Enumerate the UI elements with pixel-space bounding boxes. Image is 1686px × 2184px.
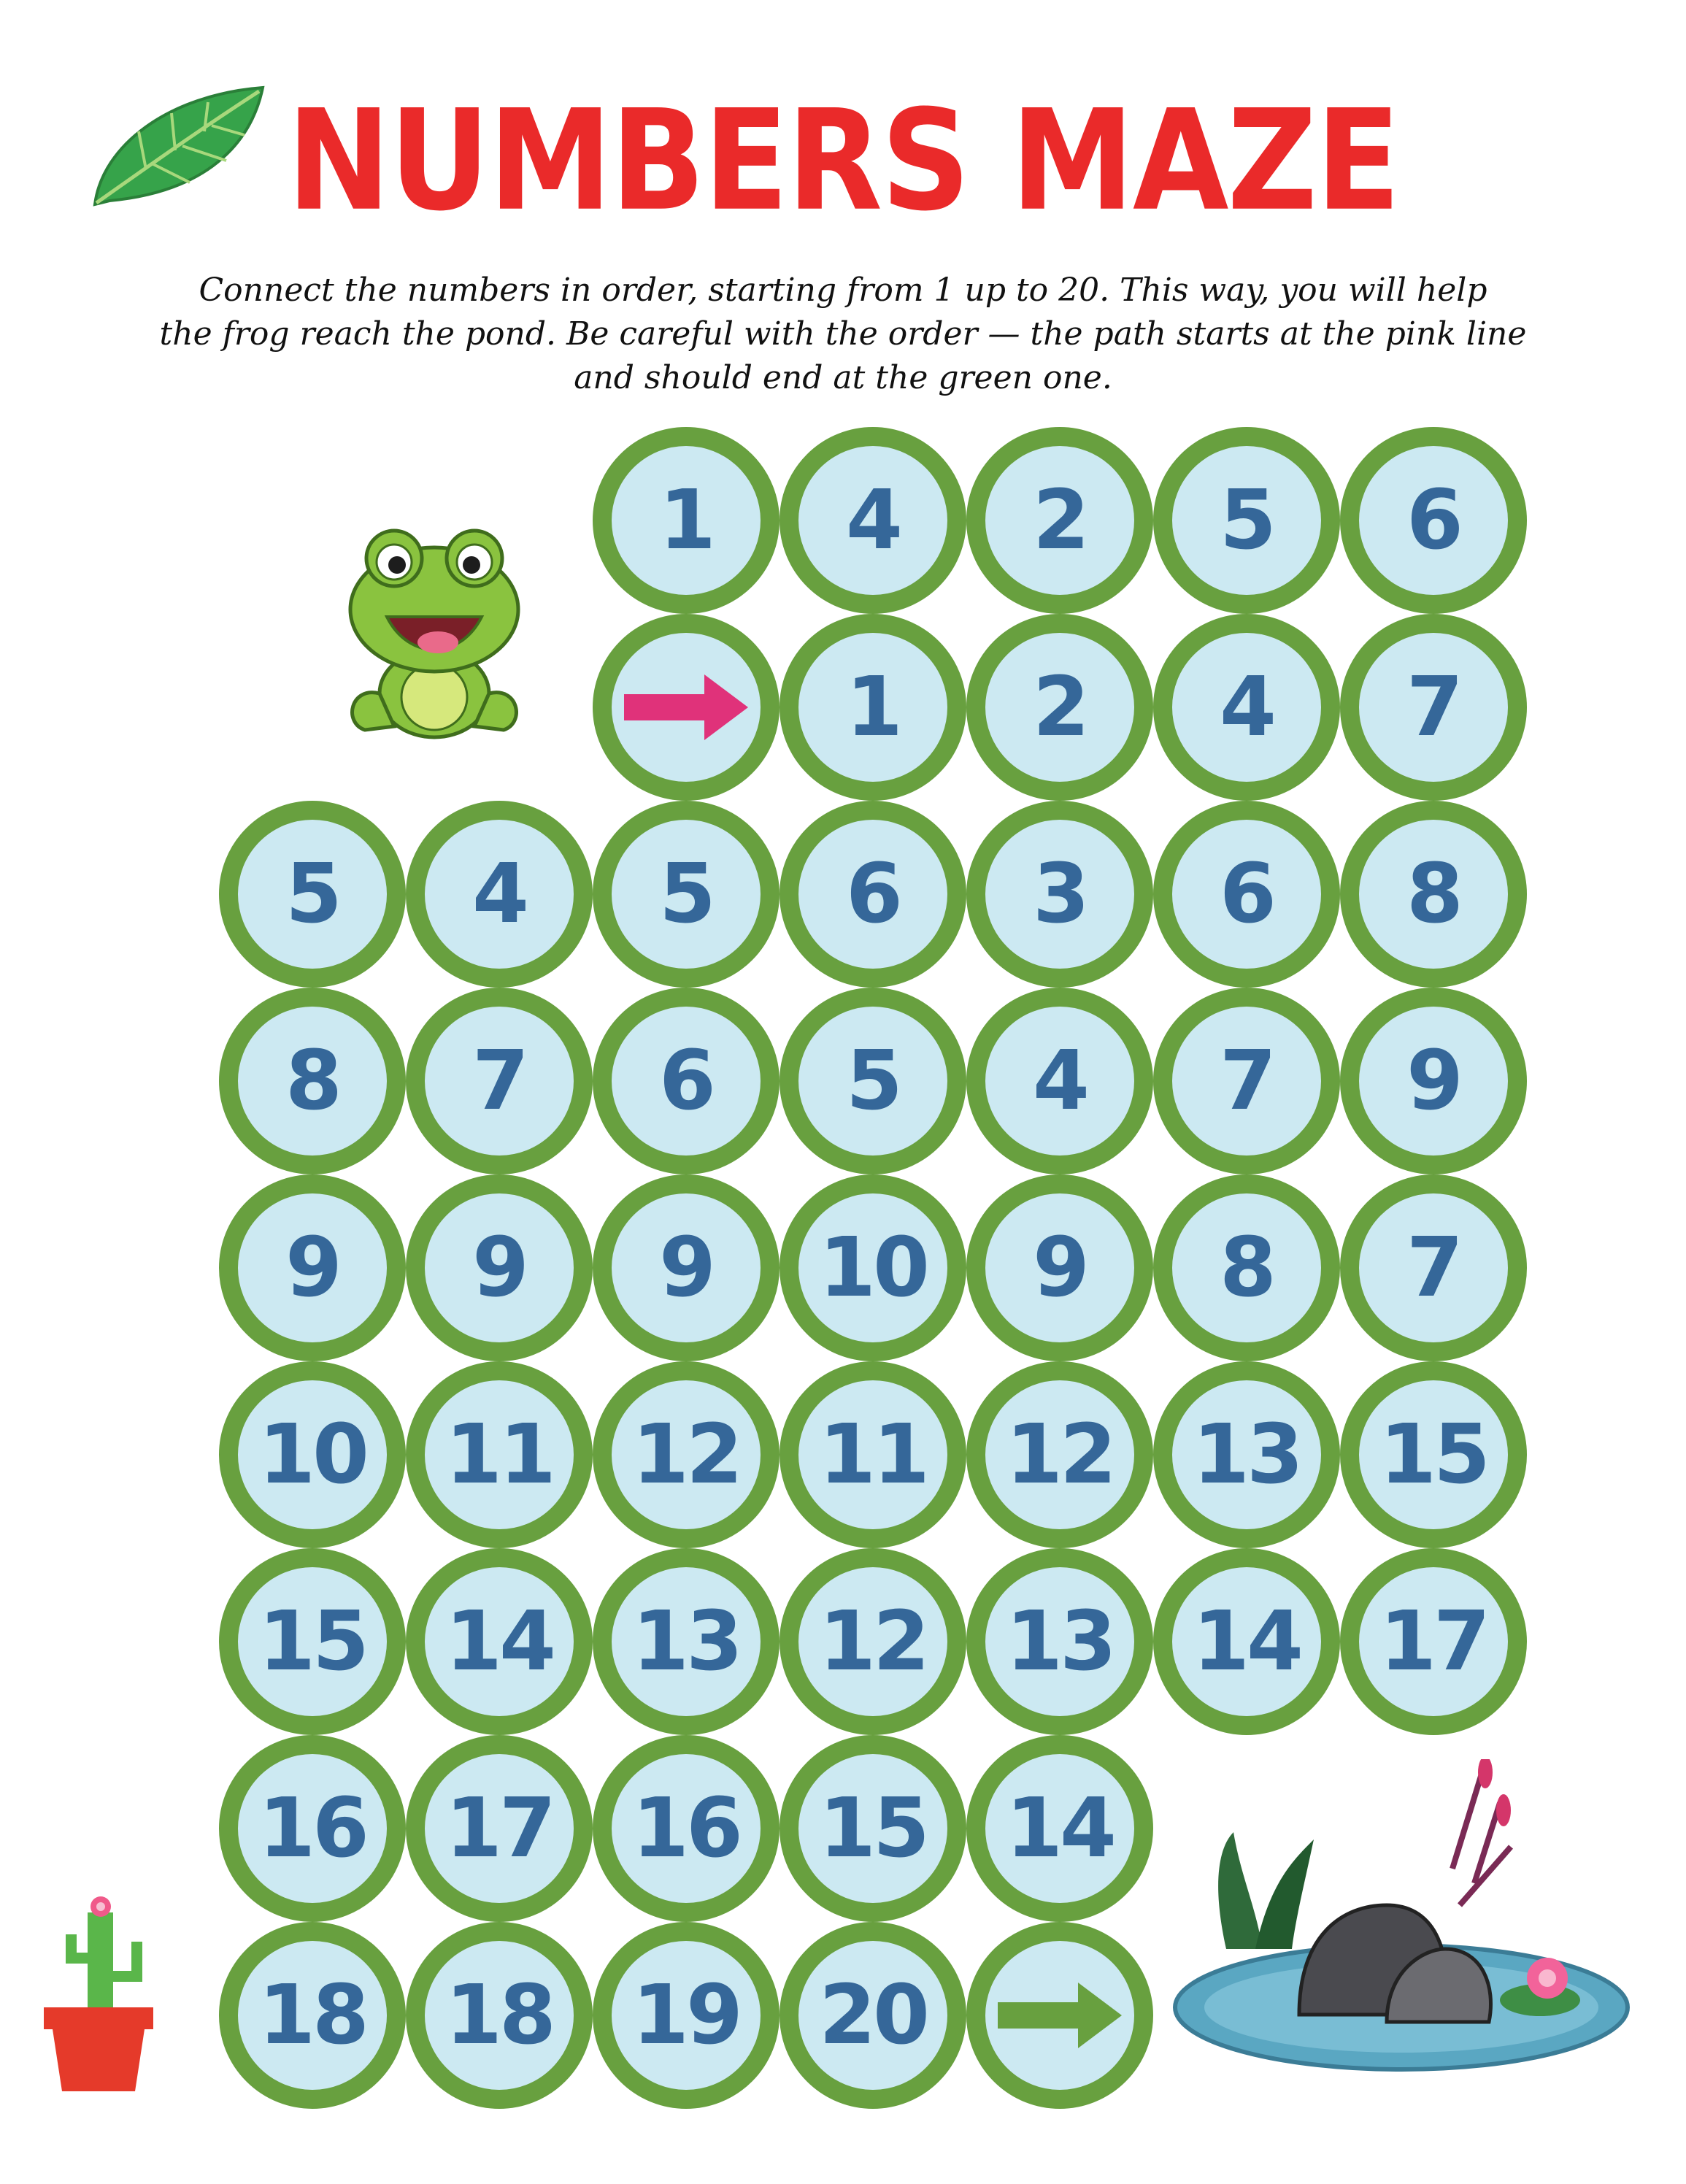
maze-number: 18 — [258, 1968, 366, 2063]
maze-cell[interactable] — [406, 1548, 593, 1735]
maze-cell[interactable] — [780, 427, 966, 614]
maze-number: 7 — [1406, 1220, 1460, 1315]
maze-number: 10 — [819, 1220, 927, 1315]
maze-cell[interactable] — [780, 801, 966, 988]
end-arrow-icon — [994, 1979, 1125, 2052]
maze-cell[interactable] — [780, 1922, 966, 2109]
maze-cell[interactable] — [1340, 614, 1527, 801]
instructions-line-1: Connect the numbers in order, starting from 1 up to 20. This way, you will help — [199, 272, 1487, 309]
maze-number: 9 — [285, 1220, 339, 1315]
maze-cell[interactable] — [1153, 1361, 1340, 1548]
maze-cell[interactable] — [219, 1174, 406, 1361]
maze-number: 1 — [846, 660, 900, 755]
maze-cell[interactable] — [593, 614, 780, 801]
maze-number: 13 — [1193, 1407, 1301, 1502]
maze-number: 20 — [819, 1968, 927, 2063]
maze-number: 7 — [1406, 660, 1460, 755]
maze-cell[interactable] — [1153, 614, 1340, 801]
maze-cell[interactable] — [219, 1922, 406, 2109]
maze-number: 4 — [1033, 1034, 1087, 1128]
maze-number: 4 — [1220, 660, 1274, 755]
maze-number: 4 — [472, 847, 526, 942]
maze-number: 19 — [632, 1968, 740, 2063]
maze-cell[interactable] — [966, 427, 1153, 614]
maze-cell[interactable] — [966, 801, 1153, 988]
maze-number: 15 — [819, 1781, 927, 1876]
maze-number: 16 — [632, 1781, 740, 1876]
instructions-line-3: and should end at the green one. — [574, 359, 1112, 396]
maze-cell[interactable] — [219, 801, 406, 988]
maze-number: 12 — [819, 1594, 927, 1689]
maze-cell[interactable] — [593, 801, 780, 988]
maze-number: 5 — [285, 847, 339, 942]
maze-cell[interactable] — [966, 1174, 1153, 1361]
maze-number: 2 — [1033, 473, 1087, 568]
maze-number: 6 — [659, 1034, 713, 1128]
frog-icon — [336, 511, 533, 745]
instructions-line-2: the frog reach the pond. Be careful with the order — the path starts at the pink line — [159, 315, 1527, 353]
maze-number: 6 — [1220, 847, 1274, 942]
maze-number: 8 — [285, 1034, 339, 1128]
maze-cell[interactable] — [966, 614, 1153, 801]
maze-cell[interactable] — [1340, 427, 1527, 614]
maze-cell[interactable] — [780, 1548, 966, 1735]
maze-cell[interactable] — [1340, 1361, 1527, 1548]
maze-cell[interactable] — [1340, 1174, 1527, 1361]
maze-number: 5 — [846, 1034, 900, 1128]
maze-number: 14 — [1006, 1781, 1114, 1876]
maze-cell[interactable] — [1153, 1548, 1340, 1735]
maze-number: 5 — [1220, 473, 1274, 568]
maze-cell[interactable] — [1340, 988, 1527, 1174]
maze-number: 17 — [1379, 1594, 1487, 1689]
maze-number: 9 — [659, 1220, 713, 1315]
maze-cell[interactable] — [593, 1922, 780, 2109]
maze-cell[interactable] — [219, 988, 406, 1174]
maze-number: 9 — [472, 1220, 526, 1315]
cactus-icon — [44, 1883, 153, 2095]
maze-number: 5 — [659, 847, 713, 942]
pond-icon — [1168, 1759, 1642, 2080]
maze-cell[interactable] — [593, 1174, 780, 1361]
maze-number: 14 — [1193, 1594, 1301, 1689]
maze-number: 11 — [819, 1407, 927, 1502]
maze-cell[interactable] — [1153, 427, 1340, 614]
maze-number: 11 — [445, 1407, 553, 1502]
maze-number: 17 — [445, 1781, 553, 1876]
maze-number: 15 — [258, 1594, 366, 1689]
maze-cell[interactable] — [1153, 988, 1340, 1174]
maze-cell[interactable] — [780, 614, 966, 801]
maze-number: 8 — [1406, 847, 1460, 942]
maze-number: 2 — [1033, 660, 1087, 755]
maze-cell[interactable] — [406, 1735, 593, 1922]
maze-cell[interactable] — [593, 1735, 780, 1922]
maze-cell[interactable] — [1340, 801, 1527, 988]
maze-cell[interactable] — [593, 1361, 780, 1548]
maze-number: 15 — [1379, 1407, 1487, 1502]
maze-cell[interactable] — [780, 1174, 966, 1361]
maze-number: 12 — [632, 1407, 740, 1502]
maze-cell[interactable] — [406, 988, 593, 1174]
maze-cell[interactable] — [1153, 1174, 1340, 1361]
maze-number: 1 — [659, 473, 713, 568]
maze-cell[interactable] — [593, 1548, 780, 1735]
maze-cell[interactable] — [1340, 1548, 1527, 1735]
maze-cell[interactable] — [966, 988, 1153, 1174]
maze-number: 6 — [1406, 473, 1460, 568]
maze-cell[interactable] — [966, 1361, 1153, 1548]
maze-number: 13 — [632, 1594, 740, 1689]
maze-number: 8 — [1220, 1220, 1274, 1315]
maze-cell[interactable] — [406, 1361, 593, 1548]
maze-number: 18 — [445, 1968, 553, 2063]
maze-cell[interactable] — [593, 988, 780, 1174]
maze-cell[interactable] — [406, 801, 593, 988]
maze-cell[interactable] — [966, 1735, 1153, 1922]
maze-number: 14 — [445, 1594, 553, 1689]
maze-number: 7 — [1220, 1034, 1274, 1128]
maze-cell[interactable] — [1153, 801, 1340, 988]
maze-number: 4 — [846, 473, 900, 568]
maze-number: 13 — [1006, 1594, 1114, 1689]
maze-number: 9 — [1406, 1034, 1460, 1128]
maze-cell[interactable] — [219, 1361, 406, 1548]
maze-cell[interactable] — [219, 1735, 406, 1922]
maze-cell[interactable] — [780, 988, 966, 1174]
maze-cell[interactable] — [593, 427, 780, 614]
page-title: NUMBERS MAZE — [287, 80, 1399, 242]
maze-cell[interactable] — [966, 1922, 1153, 2109]
maze-cell[interactable] — [406, 1922, 593, 2109]
maze-cell[interactable] — [780, 1361, 966, 1548]
maze-number: 7 — [472, 1034, 526, 1128]
maze-number: 6 — [846, 847, 900, 942]
start-arrow-icon — [620, 671, 752, 744]
instructions — [0, 269, 1686, 400]
maze-number: 12 — [1006, 1407, 1114, 1502]
maze-cell[interactable] — [406, 1174, 593, 1361]
maze-number: 9 — [1033, 1220, 1087, 1315]
maze-number: 10 — [258, 1407, 366, 1502]
maze-cell[interactable] — [219, 1548, 406, 1735]
maze-number: 16 — [258, 1781, 366, 1876]
maze-cell[interactable] — [780, 1735, 966, 1922]
maze-number: 3 — [1033, 847, 1087, 942]
maze-cell[interactable] — [966, 1548, 1153, 1735]
